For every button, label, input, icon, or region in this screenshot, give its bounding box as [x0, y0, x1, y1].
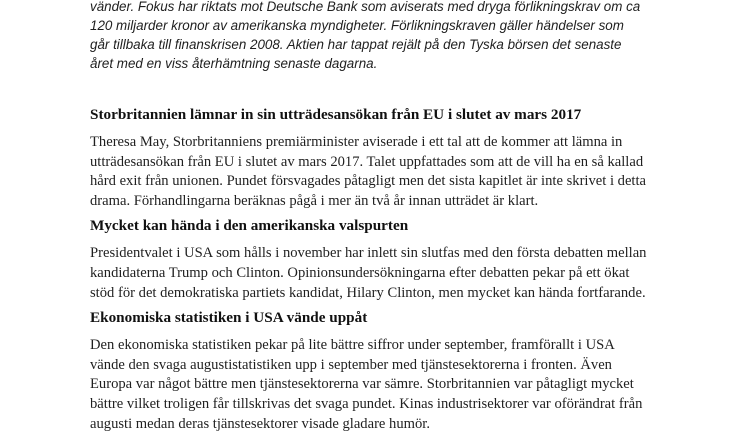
document-page: [90, 0, 710, 434]
intro-line: går tillbaka till finanskrisen 2008. Aktien har tappat rejält på den Tyska börsen det senaste: [90, 37, 622, 52]
paragraph-line: Europa var något bättre men tjänstesektorerna var sämre. Storbritannien var påtagligt mycket: [90, 376, 634, 393]
intro-paragraph: [90, 0, 710, 73]
paragraph-line: vände den svaga augustistatistiken upp i september med tjänstesektorerna i fronten. Även: [90, 356, 612, 373]
intro-line: vänder. Fokus har riktats mot Deutsche Bank som aviserats med dryga förlikningskrav om ca: [90, 0, 641, 14]
section-heading-us-election: Mycket kan hända i den amerikanska valspurten: [90, 217, 409, 235]
section-paragraph-brexit: [90, 133, 710, 211]
paragraph-line: Presidentvalet i USA som hålls i november har inlett sin slutfas med den första debatten mellan: [90, 245, 647, 262]
section-paragraph-us-election: [90, 244, 710, 303]
paragraph-line: stöd för det demokratiska partiets kandidat, Hilary Clinton, men mycket kan hända fortfarande.: [90, 284, 646, 301]
paragraph-line: Den ekonomiska statistiken pekar på lite bättre siffror under september, framförallt i USA: [90, 337, 615, 354]
intro-line: 120 miljarder kronor av amerikanska myndigheter. Förlikningskraven gäller händelser som: [90, 18, 624, 33]
paragraph-line: drama. Förhandlingarna beräknas pågå i mer än två år innan utträdet är klart.: [90, 192, 539, 209]
paragraph-line: utträdesansökan från EU i slutet av mars 2017. Talet uppfattades som att de vill ha en så kallad: [90, 153, 644, 170]
section-heading-us-statistics: Ekonomiska statistiken i USA vände uppåt: [90, 309, 368, 327]
paragraph-line: hård exit från unionen. Pundet försvagades påtagligt men det sista kapitlet är inte skrivet i detta: [90, 173, 647, 190]
paragraph-line: bättre vilket troligen får tillskrivas det svaga pundet. Kinas industrisektorer var oförändrat från: [90, 395, 643, 412]
paragraph-line: Theresa May, Storbritanniens premiärminister aviserade i ett tal att de kommer att lämna in: [90, 134, 623, 150]
intro-line: året med en viss återhämtning senaste dagarna.: [90, 56, 378, 71]
paragraph-line: augusti medan deras tjänstesektorer visade gladare humör.: [90, 415, 431, 432]
paragraph-line: kandidaterna Trump och Clinton. Opinionsundersökningarna efter debatten pekar på ett ökat: [90, 264, 630, 281]
section-paragraph-us-statistics: [90, 336, 710, 434]
section-heading-brexit: Storbritannien lämnar in sin utträdesansökan från EU i slutet av mars 2017: [90, 106, 582, 123]
